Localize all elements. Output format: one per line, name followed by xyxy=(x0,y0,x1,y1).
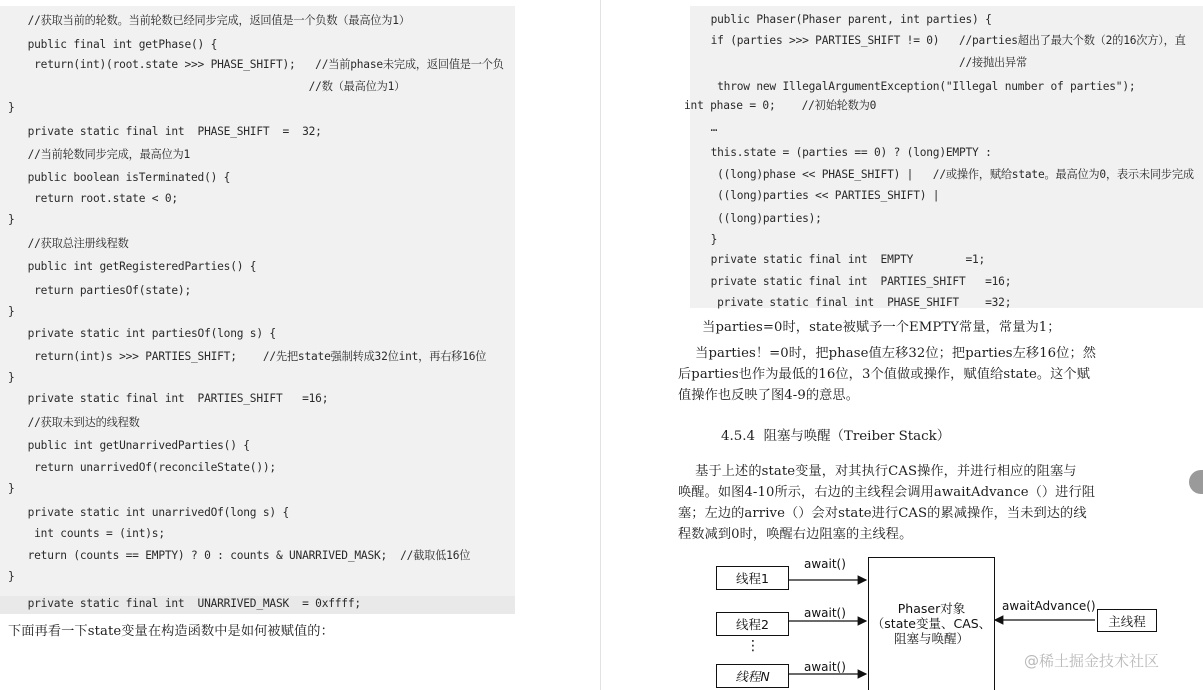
code-line: this.state = (parties == 0) ? (long)EMPTY : xyxy=(691,146,992,159)
text-line: 唤醒。如图4-10所示，右边的主线程会调用awaitAdvance（）进行阻 xyxy=(678,485,1096,500)
code-line: ((long)parties << PARTIES_SHIFT) | xyxy=(691,189,940,202)
section-heading: 4.5.4 阻塞与唤醒（Treiber Stack） xyxy=(721,429,951,444)
code-line: private static final int PHASE_SHIFT = 32; xyxy=(8,125,322,138)
left-body-text: 下面再看一下state变量在构造函数中是如何被赋值的： xyxy=(8,624,334,639)
right-page xyxy=(608,0,1203,690)
text-line: 塞；左边的arrive（）会对state进行CAS的累减操作，当未到达的线 xyxy=(678,506,1087,521)
await-advance-label: awaitAdvance() xyxy=(1002,599,1096,613)
threadN-box xyxy=(716,664,789,688)
code-line: … xyxy=(691,121,718,134)
code-line: //获取当前的轮数。当前轮数已经同步完成，返回值是一个负数（最高位为1） xyxy=(8,14,410,27)
await-label-3: await() xyxy=(804,660,846,674)
code-line: int counts = (int)s; xyxy=(8,527,165,540)
code-line: return(int)(root.state >>> PHASE_SHIFT); //当前phase未完成，返回值是一个负 xyxy=(8,58,504,71)
code-line: //数（最高位为1） xyxy=(8,80,406,93)
gutter-divider xyxy=(600,0,601,690)
code-line: public int getUnarrivedParties() { xyxy=(8,439,250,452)
phaser-label: Phaser对象 （state变量、CAS、 阻塞与唤醒） xyxy=(871,601,992,646)
page-gutter xyxy=(595,0,608,690)
text-line: 程数减到0时，唤醒右边阻塞的主线程。 xyxy=(678,527,913,542)
text-line: 后parties也作为最低的16位，3个值做或操作，赋值给state。这个赋 xyxy=(678,367,1091,382)
side-scroll-tab[interactable] xyxy=(1189,470,1203,494)
code-line: throw new IllegalArgumentException("Illegal number of parties"); xyxy=(691,80,1136,93)
text-line: 当parties！=0时，把phase值左移32位；把parties左移16位；然 xyxy=(678,346,1097,361)
code-line: private static final int UNARRIVED_MASK = 0xffff; xyxy=(8,597,361,610)
thread2-box xyxy=(716,612,789,636)
main-thread-label: 主线程 xyxy=(1108,613,1146,629)
code-line: } xyxy=(691,233,718,246)
code-block-left xyxy=(0,6,515,614)
code-line: } xyxy=(8,371,15,384)
code-line: public Phaser(Phaser parent, int parties) { xyxy=(691,13,992,26)
code-line: private static final int PARTIES_SHIFT =16; xyxy=(8,392,329,405)
thread1-label: 线程1 xyxy=(736,571,769,586)
thread1-box xyxy=(716,566,789,590)
text-line: 值操作也反映了图4-9的意思。 xyxy=(678,388,859,403)
code-line: //接抛出异常 xyxy=(691,56,1027,69)
code-line: } xyxy=(8,213,15,226)
code-line: int phase = 0; //初始轮数为0 xyxy=(684,99,877,112)
await-label-2: await() xyxy=(804,606,846,620)
await-label-1: await() xyxy=(804,557,846,571)
code-line: private static final int PARTIES_SHIFT =16; xyxy=(691,275,1012,288)
code-line: //获取未到达的线程数 xyxy=(8,416,140,429)
code-line: private static final int PHASE_SHIFT =32; xyxy=(691,296,1012,309)
text-line: 当parties=0时，state被赋予一个EMPTY常量，常量为1； xyxy=(685,320,1061,335)
code-line: return(int)s >>> PARTIES_SHIFT; //先把state强制转成32位int，再右移16位 xyxy=(8,350,487,363)
code-line: return unarrivedOf(reconcileState()); xyxy=(8,461,276,474)
thread-dots: ⋮ xyxy=(746,638,760,654)
code-line: if (parties >>> PARTIES_SHIFT != 0) //parties超出了最大个数（2的16次方），直 xyxy=(691,34,1186,47)
code-line: public final int getPhase() { xyxy=(8,38,218,51)
code-line: } xyxy=(8,305,15,318)
code-line: return (counts == EMPTY) ? 0 : counts & UNARRIVED_MASK; //截取低16位 xyxy=(8,549,471,562)
code-line: private static int partiesOf(long s) { xyxy=(8,327,276,340)
main-thread-box xyxy=(1097,609,1157,632)
code-line: private static int unarrivedOf(long s) { xyxy=(8,506,290,519)
code-line: private static final int EMPTY =1; xyxy=(691,253,986,266)
code-line: //获取总注册线程数 xyxy=(8,237,129,250)
code-line: } xyxy=(8,570,15,583)
watermark: @稀土掘金技术社区 xyxy=(1024,652,1160,670)
code-line: } xyxy=(8,482,15,495)
code-line: return root.state < 0; xyxy=(8,192,178,205)
thread2-label: 线程2 xyxy=(736,617,769,632)
code-line: ((long)phase << PHASE_SHIFT) | //或操作，赋给state。最高位为0，表示未同步完成 xyxy=(691,168,1194,181)
code-line: public boolean isTerminated() { xyxy=(8,171,231,184)
code-line: public int getRegisteredParties() { xyxy=(8,260,257,273)
threadN-label: 线程N xyxy=(735,669,770,684)
code-line: return partiesOf(state); xyxy=(8,284,191,297)
code-line: //当前轮数同步完成，最高位为1 xyxy=(8,148,191,161)
text-line: 基于上述的state变量，对其执行CAS操作，并进行相应的阻塞与 xyxy=(678,464,1077,479)
left-page xyxy=(0,0,595,690)
code-line: } xyxy=(8,101,15,114)
code-line: ((long)parties); xyxy=(691,212,822,225)
